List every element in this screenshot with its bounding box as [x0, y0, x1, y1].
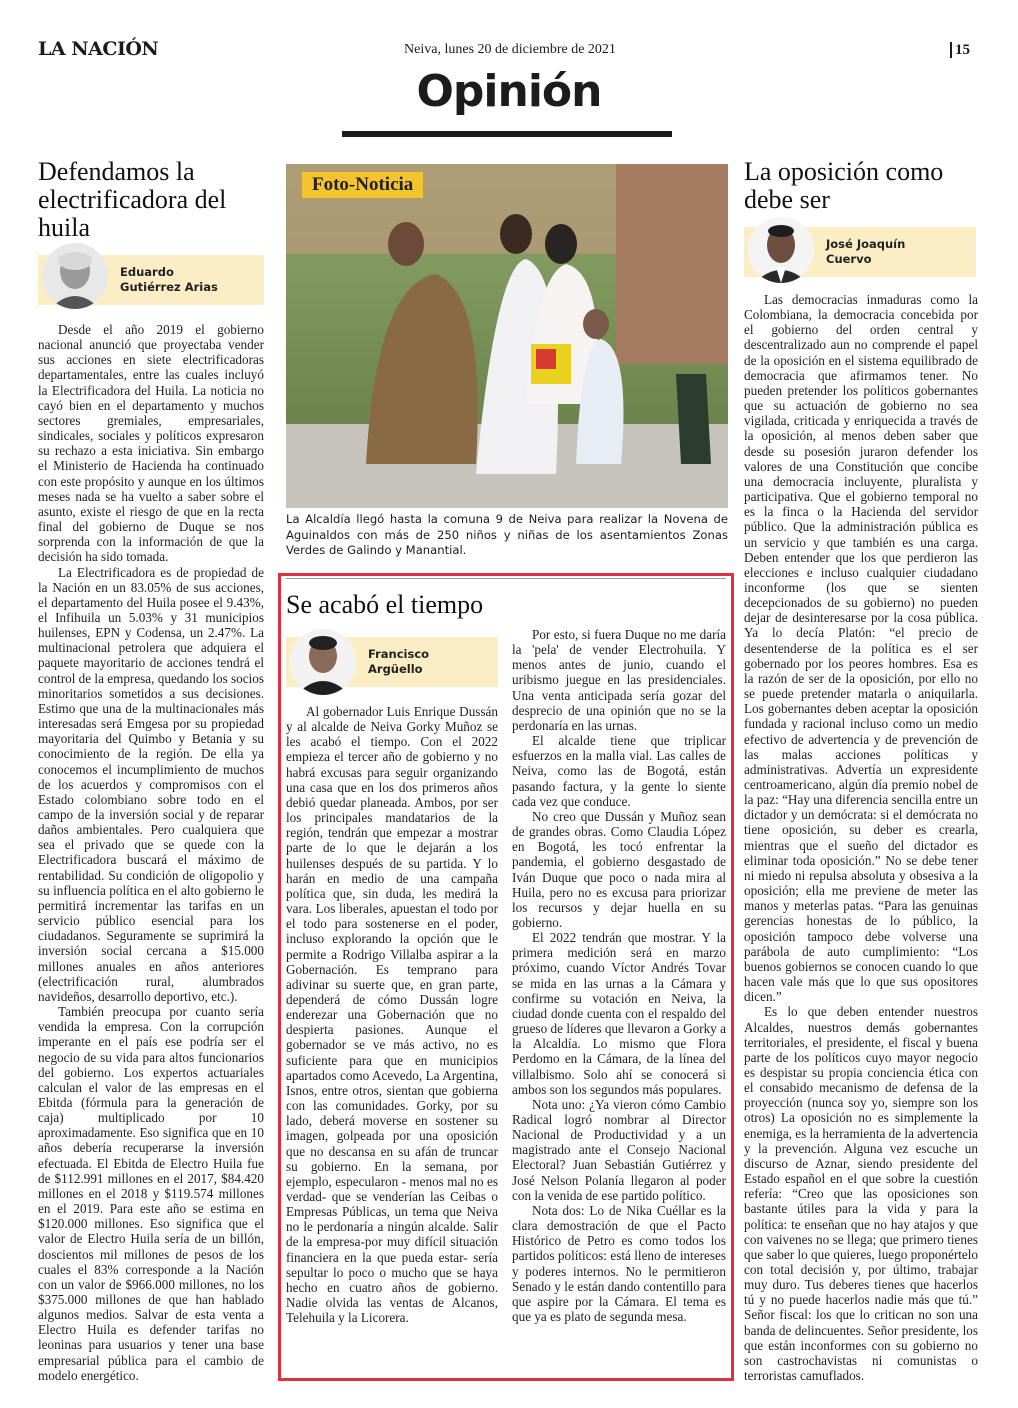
center-article-headline: Se acabó el tiempo	[286, 590, 484, 619]
center-author-name: Francisco Argüello	[368, 647, 430, 676]
paragraph: El alcalde tiene que triplicar esfuerzos en la malla vial. Las calles de Neiva, como las de Bogotá, están pasando factura, y la gente lo siente cada vez que conduce.	[512, 733, 726, 809]
date-line: Neiva, lunes 20 de diciembre de 2021	[404, 42, 616, 57]
right-article-headline: La oposición como debe ser	[744, 157, 944, 214]
divider	[286, 578, 726, 579]
left-byline	[38, 255, 264, 305]
left-article-headline: Defendamos la electrificadora del huila	[38, 157, 227, 242]
center-article-body-col2	[512, 627, 726, 1324]
paragraph: Las democracias inmaduras como la Colombiana, la democracia concebida por el gobierno del orden central y descentralizado aun no comprende el papel de la oposición en el sistema equilibrado de democracia que afirmamos tener. No pueden pretender los políticos gobernantes que su actuación de gobierno no sea vigilada, criticada y enriquecida a través de la oposición, al menos deben saber que desde su posesión juraron defender los valores de una Constitución que concibe una democracia incluyente, pluralista y participativa. Que el gobierno temporal no es la finca o la Hacienda del servidor público. Que la administración pública es un servicio y que también es una carga. Deben entender que los que perdieron las elecciones e incluso cualquier ciudadano inconforme (los que se sienten decepcionados de su gobierno) no pueden dejar de desinteresarse por la cosa pública. Ya lo decía Platón: “el precio de desentenderse de la política es el ser gobernado por los peores hombres. Esa es la razón de ser de la oposición, por ello no se puede pretender matarla o aniquilarla. Los gobernantes deben aceptar la oposición fundada y racional incluso como un medio efectivo de advertencia y de prevención de las malas acciones políticas y administrativas. Advertía un expresidente centroamericano, algún día premio nobel de la paz: “Hay una diferencia sencilla entre un dictador y un demócrata: si el demócrata no tiene oposición, su deber es crearla, mientras que el sueño del dictador es eliminar toda oposición.” No se debe tener ni miedo ni repulsa absoluta y obsesiva a la oposición; ella me previene de meter las manos y meterlas patas. “Para las genuinas gerencias honestas de lo público, la oposición tampoco debe volverse una parábola de auto cumplimiento: “Los buenos gobiernos se conocen cuando lo que hacen vale más que lo que sus opositores dicen.”	[744, 292, 978, 1005]
right-article-body	[744, 292, 978, 1383]
paragraph: No creo que Dussán y Muñoz sean de grandes obras. Como Claudia López en Bogotá, les tocó enfrentar la pandemia, el gobierno desgastado de Iván Duque que poco o nada mira al Huila, pero no es excusa para priorizar los recursos y dejar huella en su gobierno.	[512, 808, 726, 930]
author-portrait	[42, 243, 108, 309]
left-author-name: Eduardo Gutiérrez Arias	[120, 265, 218, 294]
photo-label: Foto-Noticia	[302, 172, 423, 198]
author-portrait	[748, 217, 814, 283]
left-article-body	[38, 322, 264, 1383]
author-photo-icon	[290, 629, 356, 695]
paragraph: La Electrificadora es de propiedad de la Nación en un 83.05% de sus acciones, el departamento del Huila posee el 9.43%, el Infihuila un 5.03% y 31 municipios huilenses, EPN y Codensa, un 2.47%. La multinacional petrolera que adquiera el paquete mayoritario de acciones tendrá el control de la empresa, quedando los socios minoritarios sometidos a sus decisiones. Estimo que una de la multinacionales más interesadas será Emgesa por su propiedad mayoritaria del Quimbo y Betania y su conocimiento de la región. De ella ya conocemos el incumplimiento de muchos de los acuerdos y compromisos con el Estado colombiano sobre todo en el campo de la inversión social y de reparar daños ambientales. Pero cualquiera que sea el privado que se quede con la Electrificadora buscará el máximo de rentabilidad. Su condición de oligopolio y su influencia política en el alto gobierno le permitirá incrementar las tarifas en un servicio público esencial para los ciudadanos. Seguramente se suprimirá la inversión social cercana a $15.000 millones anuales en años anteriores (electrificación rural, alumbrados navideños, desarrollo deportivo, etc.).	[38, 564, 264, 1004]
right-byline	[744, 227, 976, 277]
paragraph: Desde el año 2019 el gobierno nacional anunció que proyectaba vender sus acciones en siete electrificadoras departamentales, entre las cuales incluyó la Electrificadora del Huila. La noticia no cayó bien en el departamento y muchos sectores gremiales, empresariales, sindicales, sociales y políticos expresaron su rechazo a esta iniciativa. Sin embargo el Ministerio de Hacienda ha continuado con este propósito y aunque en los últimos meses nada se ha vuelto a saber sobre el asunto, existe el riesgo de que en la recta final del gobierno de Duque se nos sorprenda con la información de que la decisión ha sido tomada.	[38, 322, 264, 565]
photo-image	[286, 164, 728, 508]
center-byline	[286, 637, 498, 687]
author-photo-icon	[42, 243, 108, 309]
author-portrait	[290, 629, 356, 695]
page-number: 15	[950, 42, 970, 58]
newspaper-logo: LA NACIÓN	[38, 38, 159, 60]
paragraph: También preocupa por cuanto sería vendida la empresa. Con la corrupción imperante en el país ese podría ser el negocio de su vida para altos funcionarios del gobierno. Los expertos actuariales calculan el valor de las empresas en el Ebitda (fórmula para la generación de caja) multiplicado por 10 aproximadamente. Eso significa que en 10 años debería recuperarse la inversión efectuada. El Ebitda de Electro Huila fue de $112.991 millones en el 2017, $84.420 millones en el 2018 y $119.574 millones en el 2019. Para este año se estima en $120.000 millones. Eso significa que el valor de Electro Huila sería de un billón, doscientos mil millones de pesos de los cuales el 83% corresponde a la Nación con un valor de $966.000 millones, no los $375.000 millones de que han hablado algunos medios. Salvar de esta venta a Electro Huila es defender tarifas no leoninas para usuarios y tener una base empresarial pública para el cambio de modelo energético.	[38, 1004, 264, 1383]
photo-caption: La Alcaldía llegó hasta la comuna 9 de Neiva para realizar la Novena de Aguinaldos con más de 250 niños y niñas de los asentamientos Zonas Verdes de Galindo y Manantial.	[286, 512, 728, 557]
paragraph: Por esto, si fuera Duque no me daría la 'pela' de vender Electrohuila. Y menos antes de junio, cuando el uribismo juegue en las presidenciales. Una venta anticipada sería gozar del desprecio de una opinión que no se la perdonaría en las urnas.	[512, 627, 726, 733]
author-photo-icon	[748, 217, 814, 283]
paragraph: El 2022 tendrán que mostrar. Y la primera medición será en marzo próximo, cuando Víctor Andrés Tovar se mida en las urnas a la Cámara y confirme su votación en Neiva, la ciudad donde cuenta con el respaldo del grueso de líderes que llevaron a Gorky a la Alcaldía. Lo mismo que Flora Perdomo en la Cámara, de la línea del villalbismo. Solo ahí se conocerá si ambos son los segundos más populares.	[512, 930, 726, 1097]
paragraph: Nota dos: Lo de Nika Cuéllar es la clara demostración de que el Pacto Histórico de Petro es como todos los partidos políticos: está lleno de intereses y poderes internos. No le permitieron Senado y le están dando contentillo para que aspire por la Cámara. El tema es que ya es plato de segunda mesa.	[512, 1202, 726, 1325]
paragraph: Nota uno: ¿Ya vieron cómo Cambio Radical logró nombrar al Director Nacional de Productividad y a un magistrado ante el Consejo Nacional Electoral? Juan Sebastián Gutiérrez y José Nelson Polanía llegaron al poder con la venida de ese partido político.	[512, 1096, 726, 1203]
center-article-body-col1	[286, 704, 498, 1325]
section-title: Opinión	[416, 66, 602, 117]
section-rule	[342, 131, 672, 137]
right-author-name: José Joaquín Cuervo	[826, 237, 906, 266]
news-photo	[286, 164, 728, 508]
paragraph: Es lo que deben entender nuestros Alcaldes, nuestros demás gobernantes territoriales, el presidente, el fiscal y buena parte de los políticos cuyo mayor negocio es despistar su propia conciencia ética con el consabido mecanismo de defensa de la proyección (nunca soy yo, siempre son los otros) La oposición no es simplemente la enemiga, es la herramienta de la advertencia y la prevención. Alguna vez escuche un discurso de Aznar, siendo presidente del Estado español en el que sobre la cuestión refería: “Creo que las oposiciones son bastante útiles para la vida y para la política: te enseñan que no hay atajos y que con vaivenes no se llega; que primero tienes que saber lo que quieres, luego proponértelo con total decisión y, por último, trabajar muy duro. Tus deberes tienes que hacerlos tú y no puede hacerlos nadie más que tú.” Señor fiscal: los que lo critican no son una banda de delincuentes. Señor presidente, los que están inconformes con su gobierno no son castrochavistas ni comunistas o terroristas camuflados.	[744, 1004, 979, 1384]
paragraph: Al gobernador Luis Enrique Dussán y al alcalde de Neiva Gorky Muñoz se les acabó el tiempo. Con el 2022 empieza el tercer año de gobierno y no habrá excusas para seguir organizando una casa que en los dos primeros años debió quedar planeada. Ambos, por ser los principales mandatarios de la región, tendrán que empezar a mostrar parte de lo que le dejarán a los huilenses después de su partida. Y lo harán en medio de una campaña política que, sin duda, les medirá la vara. Los liberales, apuestan el todo por el todo para sostenerse en el poder, incluso explorando la opción que le permite a Rodrigo Villalba aspirar a la Gobernación. Es temprano para adivinar su suerte que, en gran parte, dependerá de cómo Dussán logre enderezar una Gobernación que no despierta pasiones. Aunque el gobernador se ve más activo, no es suficiente para que en municipios apartados como Acevedo, La Argentina, Isnos, entre otros, sientan que gobierna con las comunidades. Gorky, por su lado, deberá moverse en sostener su imagen, golpeada por una oposición que no descansa en su afán de truncar su gobierno. En la semana, por ejemplo, especularon - menos mal no es verdad- que se venderían las Ceibas o Empresas Públicas, un tema que Neiva no le perdonaría a ningún alcalde. Salir de la empresa-por muy difícil situación financiera en la que pueda estar- sería sepultar lo poco o mucho que se haya hecho en cuatro años de gobierno. Nadie olvida las ventas de Alcanos, Telehuila y la Licorera.	[286, 704, 498, 1326]
